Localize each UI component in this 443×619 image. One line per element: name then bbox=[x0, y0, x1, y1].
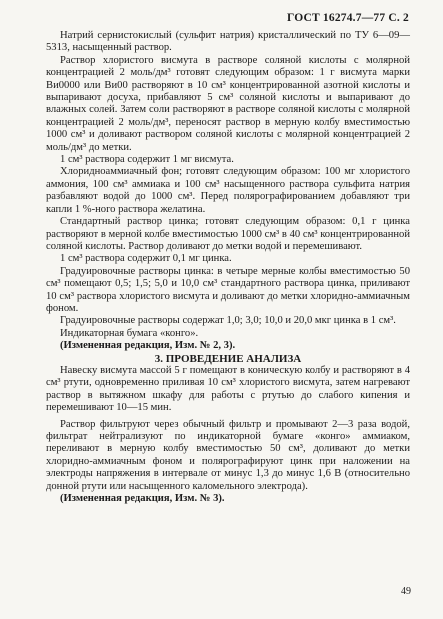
paragraph: Стандартный раствор цинка; готовят следующим образом: 0,1 г цинка растворяют в мерной колбе вместимостью 1000 см³ в 40 см³ концентрированной соляной кислоты. Раствор доливают до метки водой и перемешивают. bbox=[46, 216, 410, 252]
paragraph: Градуировочные растворы содержат 1,0; 3,0; 10,0 и 20,0 мкг цинка в 1 см³. bbox=[60, 315, 396, 327]
paragraph: Раствор хлористого висмута в растворе соляной кислоты с молярной концентрацией 2 моль/дм³ готовят следующим образом: 1 г висмута марки Ви0000 или Ви00 растворяют в 10 см³ концентрированной азотной кислоты и выпаривают досуха, прибавляют 5 см³ соляной кислоты и выпаривают до влажных солей. Затем соли растворяют в растворе соляной кислоты с молярной концентрацией 2 моль/дм³, переносят раствор в мерную колбу вместимостью 1000 см³ и доливают раствором соляной кислоты с молярной концентрацией 2 моль/дм³ до метки. bbox=[46, 54, 410, 153]
section-title: 3. ПРОВЕДЕНИЕ АНАЛИЗА bbox=[154, 352, 302, 365]
paragraph: 1 см³ раствора содержит 1 мг висмута. bbox=[60, 154, 234, 166]
paragraph: Индикаторная бумага «конго». bbox=[60, 327, 199, 339]
paragraph: Натрий сернистокислый (сульфит натрия) кристаллический по ТУ 6—09—5313, насыщенный раствор. bbox=[46, 30, 410, 54]
paragraph: 1 см³ раствора содержит 0,1 мг цинка. bbox=[60, 253, 232, 265]
paragraph: Навеску висмута массой 5 г помещают в коническую колбу и растворяют в 4 см³ ртути, одновременно приливая 10 см³ хлористого висмута, затем нагревают раствор в вытяжном шкафу для работы с ртутью до слабого кипения и перемешивают 10—15 мин. bbox=[46, 364, 410, 414]
page-header: ГОСТ 16274.7—77 С. 2 bbox=[286, 12, 409, 24]
edit-note: (Измененная редакция, Изм. № 3). bbox=[60, 493, 225, 505]
paragraph: Хлоридноаммиачный фон; готовят следующим образом: 100 мг хлористого аммония, 100 см³ аммиака и 100 см³ насыщенного раствора сульфита натрия разбавляют водой до 1000 см³. Перед полярографированием добавляют три капли 1 %-ного раствора желатина. bbox=[46, 166, 410, 215]
page-number: 49 bbox=[401, 586, 411, 597]
paragraph: Градуировочные растворы цинка: в четыре мерные колбы вместимостью 50 см³ помещают 0,5; 1,5; 5,0 и 10,0 см³ стандартного раствора цинка, приливают 10 см³ раствора хлористого висмута и доливают до метки хлоридно-аммиачным фоном. bbox=[46, 265, 410, 314]
paragraph: Раствор фильтруют через обычный фильтр и промывают 2—3 раза водой, фильтрат нейтрализуют по индикаторной бумаге «конго» аммиаком, переливают в мерную колбу вместимостью 50 см³, доливают до метки хлоридно-аммиачным фоном и полярографируют цинк при наложении на электроды напряжения в интервале от минус 1,3 до минус 1,6 В (относительно донной ртути или насыщенного каломельного электрода). bbox=[46, 418, 410, 492]
document-body bbox=[46, 30, 410, 505]
edit-note: (Измененная редакция, Изм. № 2, 3). bbox=[60, 340, 236, 352]
